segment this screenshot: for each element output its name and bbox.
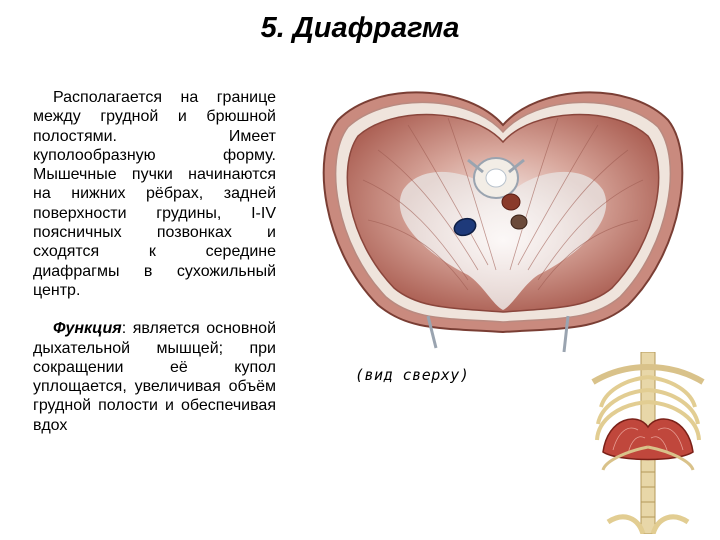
- diaphragm-illustration: [318, 80, 688, 365]
- function-colon: :: [121, 320, 127, 338]
- description-text: [33, 88, 276, 435]
- slide-title: 5. Диафрагма: [260, 12, 460, 44]
- function-paragraph: [33, 319, 276, 435]
- function-label: Функция: [53, 320, 122, 338]
- function-text: является основной дыхательной мышцей; при сокращении её купол уплощается, увеличивая объём грудной полости и обеспечивая вдох: [33, 320, 276, 434]
- figure-caption: (вид сверху): [355, 366, 470, 384]
- thorax-skeleton-illustration: [583, 352, 713, 534]
- description-paragraph: Располагается на границе между грудной и брюшной полостями. Имеет куполообразную форму. Мышечные пучки начинаются на нижних рёбрах, задней поверхности грудины, I-IV поясничных позвонках и сходятся к середине диафрагмы в сухожильный центр.: [33, 89, 276, 299]
